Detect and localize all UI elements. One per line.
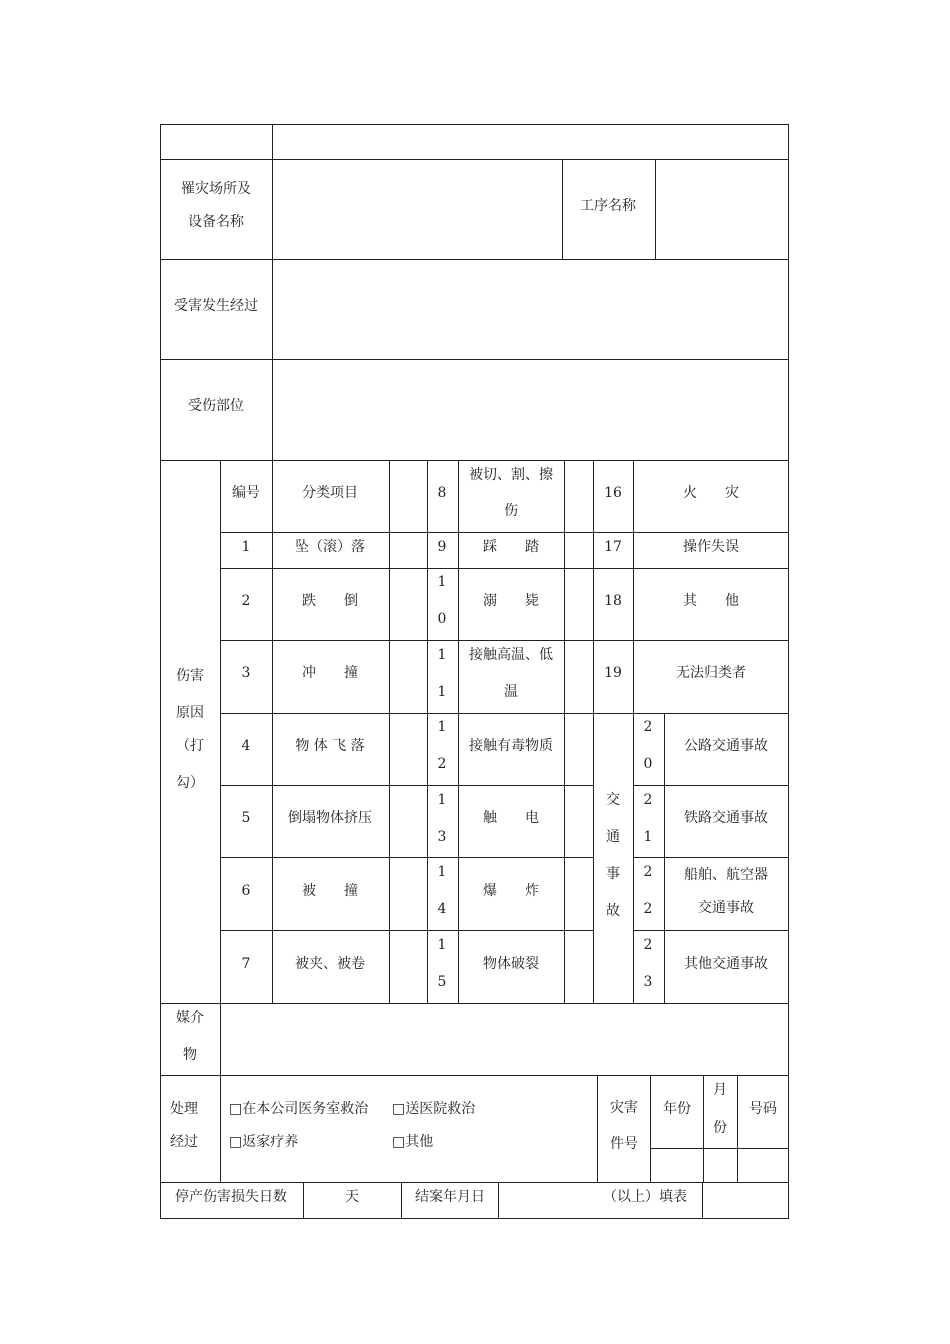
injured-part-label: 受伤部位 bbox=[188, 398, 244, 414]
cause-checkbox-14[interactable] bbox=[565, 858, 593, 930]
cause-label[interactable]: 其 他 bbox=[683, 593, 739, 609]
cause-number: 1 bbox=[437, 574, 447, 590]
handling-option-home[interactable]: □返家疗养 bbox=[229, 1134, 299, 1150]
cause-label: 跌 倒 bbox=[302, 593, 358, 609]
incident-process-input[interactable] bbox=[273, 260, 788, 359]
traffic-number: 3 bbox=[643, 974, 653, 990]
cause-number: 1 bbox=[437, 684, 447, 700]
cause-number: 18 bbox=[604, 593, 622, 609]
column-header-category: 分类项目 bbox=[302, 485, 358, 501]
cause-number: 4 bbox=[437, 901, 447, 917]
traffic-label-char: 事 bbox=[606, 866, 620, 882]
year-input[interactable] bbox=[651, 1149, 703, 1182]
year-label: 年份 bbox=[663, 1101, 691, 1117]
filled-by-label: （以上）填表 bbox=[603, 1189, 687, 1205]
handling-option-other[interactable]: □其他 bbox=[392, 1134, 434, 1150]
cause-checkbox-10[interactable] bbox=[565, 569, 593, 640]
cause-number: 19 bbox=[604, 665, 622, 681]
cause-checkbox-9[interactable] bbox=[565, 533, 593, 568]
cause-number: 3 bbox=[437, 829, 447, 845]
cause-number: 0 bbox=[437, 611, 447, 627]
cause-checkbox-1[interactable] bbox=[390, 533, 427, 568]
traffic-item-label[interactable]: 船舶、航空器 bbox=[684, 867, 768, 883]
month-label-line2: 份 bbox=[713, 1120, 727, 1136]
traffic-number: 2 bbox=[643, 864, 653, 880]
case-no-label-line1: 灾害 bbox=[610, 1100, 638, 1116]
cause-label: 被 撞 bbox=[302, 883, 358, 899]
traffic-number: 2 bbox=[643, 901, 653, 917]
cause-number: 8 bbox=[437, 485, 447, 501]
cause-label-line: （打 bbox=[176, 738, 204, 754]
cause-checkbox-7[interactable] bbox=[390, 931, 427, 1003]
cause-checkbox-13[interactable] bbox=[565, 786, 593, 857]
cause-checkbox-12[interactable] bbox=[565, 714, 593, 785]
cause-label-line: 勾） bbox=[176, 775, 204, 791]
cause-number: 4 bbox=[241, 738, 251, 754]
cause-checkbox-15[interactable] bbox=[565, 931, 593, 1003]
incident-process-label: 受害发生经过 bbox=[174, 298, 258, 314]
cause-label: 爆 炸 bbox=[483, 883, 539, 899]
cause-checkbox-3[interactable] bbox=[390, 641, 427, 713]
cause-number: 1 bbox=[437, 864, 447, 880]
cause-label[interactable]: 操作失误 bbox=[683, 539, 739, 555]
traffic-number: 2 bbox=[643, 719, 653, 735]
lost-days-label: 停产伤害损失日数 bbox=[175, 1189, 287, 1205]
cause-number: 1 bbox=[437, 719, 447, 735]
location-label-line1: 罹灾场所及 bbox=[181, 181, 251, 197]
cause-label: 接触高温、低 bbox=[469, 647, 553, 663]
cause-label: 踩 踏 bbox=[483, 539, 539, 555]
traffic-number: 0 bbox=[643, 756, 653, 772]
cause-label-line: 伤害 bbox=[176, 668, 204, 684]
handling-option-clinic[interactable]: □在本公司医务室救治 bbox=[229, 1101, 369, 1117]
cause-number: 16 bbox=[604, 485, 622, 501]
traffic-number: 2 bbox=[643, 937, 653, 953]
cause-label: 物体破裂 bbox=[483, 956, 539, 972]
cause-number: 17 bbox=[604, 539, 622, 555]
traffic-label-char: 通 bbox=[606, 829, 620, 845]
traffic-label-char: 交 bbox=[606, 792, 620, 808]
medium-label-line2: 物 bbox=[183, 1047, 197, 1063]
cause-label: 溺 毙 bbox=[483, 593, 539, 609]
process-name-input[interactable] bbox=[656, 160, 788, 259]
handling-option-hospital[interactable]: □送医院救治 bbox=[392, 1101, 476, 1117]
traffic-label-char: 故 bbox=[606, 903, 620, 919]
cause-number: 3 bbox=[241, 665, 251, 681]
blank-header-cell[interactable] bbox=[273, 125, 788, 159]
cause-label: 倒塌物体挤压 bbox=[288, 810, 372, 826]
case-no-label-line2: 件号 bbox=[610, 1136, 638, 1152]
cause-number: 1 bbox=[437, 792, 447, 808]
injured-part-input[interactable] bbox=[273, 360, 788, 460]
cause-label[interactable]: 火 灾 bbox=[683, 485, 739, 501]
cause-checkbox-6[interactable] bbox=[390, 858, 427, 930]
month-input[interactable] bbox=[704, 1149, 737, 1182]
cause-checkbox-5[interactable] bbox=[390, 786, 427, 857]
number-label: 号码 bbox=[749, 1101, 777, 1117]
cause-checkbox-8[interactable] bbox=[565, 461, 593, 532]
cause-number: 5 bbox=[241, 810, 251, 826]
cause-label: 冲 撞 bbox=[302, 665, 358, 681]
cause-label: 温 bbox=[504, 684, 518, 700]
cause-number: 1 bbox=[437, 647, 447, 663]
cause-number: 2 bbox=[241, 593, 251, 609]
days-unit-label: 天 bbox=[345, 1189, 359, 1205]
cause-number: 1 bbox=[241, 539, 251, 555]
month-label-line1: 月 bbox=[713, 1082, 727, 1098]
traffic-number: 1 bbox=[643, 829, 653, 845]
cause-label: 伤 bbox=[504, 503, 518, 519]
handling-label-line1: 处理 bbox=[170, 1101, 198, 1117]
column-header-number: 编号 bbox=[232, 485, 260, 501]
location-input[interactable] bbox=[273, 160, 562, 259]
cause-label: 触 电 bbox=[483, 810, 539, 826]
cause-number: 9 bbox=[437, 539, 447, 555]
location-label-line2: 设备名称 bbox=[188, 214, 244, 230]
cause-label: 物 体 飞 落 bbox=[295, 738, 365, 754]
cause-label: 被夹、被卷 bbox=[295, 956, 365, 972]
medium-input[interactable] bbox=[221, 1004, 788, 1075]
cause-label[interactable]: 无法归类者 bbox=[676, 665, 746, 681]
medium-label-line1: 媒介 bbox=[176, 1010, 204, 1026]
cause-checkbox-11[interactable] bbox=[565, 641, 593, 713]
close-date-label: 结案年月日 bbox=[415, 1189, 485, 1205]
number-input[interactable] bbox=[738, 1149, 788, 1182]
filled-by-input[interactable] bbox=[703, 1183, 788, 1218]
cause-checkbox-2[interactable] bbox=[390, 569, 427, 640]
cause-number: 7 bbox=[241, 956, 251, 972]
handling-label-line2: 经过 bbox=[170, 1134, 198, 1150]
traffic-item-label[interactable]: 铁路交通事故 bbox=[684, 810, 768, 826]
cause-number: 6 bbox=[241, 883, 251, 899]
traffic-item-label[interactable]: 交通事故 bbox=[698, 900, 754, 916]
traffic-item-label[interactable]: 公路交通事故 bbox=[684, 738, 768, 754]
cause-checkbox-4[interactable] bbox=[390, 714, 427, 785]
process-name-label: 工序名称 bbox=[580, 198, 636, 214]
cause-number: 2 bbox=[437, 756, 447, 772]
cause-label: 坠（滚）落 bbox=[295, 539, 365, 555]
cause-number: 5 bbox=[437, 974, 447, 990]
cause-number: 1 bbox=[437, 937, 447, 953]
cause-label-line: 原因 bbox=[176, 705, 204, 721]
traffic-item-label[interactable]: 其他交通事故 bbox=[684, 956, 768, 972]
traffic-number: 2 bbox=[643, 792, 653, 808]
cause-label: 被切、割、擦 bbox=[469, 467, 553, 483]
cause-label: 接触有毒物质 bbox=[469, 738, 553, 754]
